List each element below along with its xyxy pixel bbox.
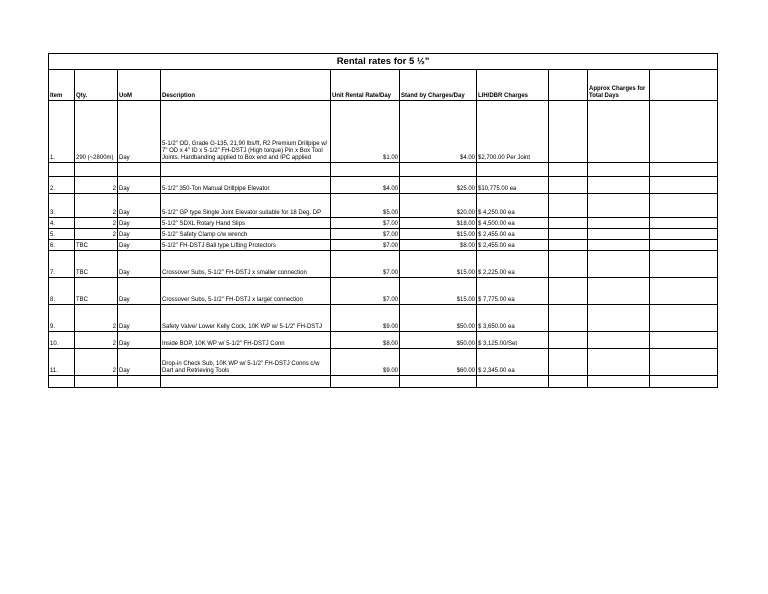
- cell-qty: 2: [75, 305, 118, 332]
- cell-unit-rental: $9.00: [331, 349, 400, 376]
- cell-blank: [650, 278, 718, 305]
- cell-uom: Day: [118, 332, 161, 349]
- cell-uom: Day: [118, 194, 161, 218]
- header-qty: Qty.: [75, 70, 118, 101]
- cell-qty: TBC: [75, 240, 118, 251]
- cell-lih-dbr: $ 2,455.00 ea: [477, 229, 549, 240]
- cell-lih-dbr: $10,775.00 ea: [477, 177, 549, 194]
- header-item: Item: [49, 70, 75, 101]
- cell-lih-dbr: $ 4,500.00 ea: [477, 218, 549, 229]
- cell-qty: TBC: [75, 251, 118, 278]
- cell-qty: 2: [75, 332, 118, 349]
- cell-blank: [549, 332, 588, 349]
- cell-item: 10.: [49, 332, 75, 349]
- cell-blank: [588, 240, 650, 251]
- cell-blank: [650, 218, 718, 229]
- table-row: [49, 376, 718, 388]
- cell-standby: $20.00: [400, 194, 477, 218]
- table-row: [49, 349, 718, 376]
- cell-unit-rental: $1.00: [331, 101, 400, 163]
- cell-standby: $4.00: [400, 101, 477, 163]
- cell-blank: [588, 251, 650, 278]
- cell-description: Safety Valve/ Lower Kelly Cock, 10K WP w/ 5-1/2" FH-DSTJ: [161, 305, 331, 332]
- table-row: [49, 332, 718, 349]
- cell-blank: [650, 305, 718, 332]
- cell-uom: Day: [118, 101, 161, 163]
- cell-item: 8.: [49, 278, 75, 305]
- table-row: [49, 305, 718, 332]
- cell-unit-rental: $7.00: [331, 229, 400, 240]
- cell-qty: [75, 376, 118, 388]
- cell-standby: $60.00: [400, 349, 477, 376]
- cell-description: Crossover Subs, 5-1/2" FH-DSTJ x smaller connection: [161, 251, 331, 278]
- cell-description: Crossover Subs, 5-1/2" FH-DSTJ x larger connection: [161, 278, 331, 305]
- cell-item: 1.: [49, 101, 75, 163]
- header-blank: [549, 70, 588, 101]
- cell-blank: [549, 218, 588, 229]
- cell-blank: [549, 194, 588, 218]
- cell-unit-rental: [331, 163, 400, 177]
- table-row: [49, 194, 718, 218]
- table-title: Rental rates for 5 ½": [49, 54, 718, 70]
- cell-blank: [588, 194, 650, 218]
- cell-blank: [588, 376, 650, 388]
- cell-standby: $8.00: [400, 240, 477, 251]
- cell-blank: [650, 229, 718, 240]
- cell-blank: [650, 332, 718, 349]
- cell-blank: [549, 349, 588, 376]
- cell-unit-rental: $4.00: [331, 177, 400, 194]
- cell-blank: [588, 177, 650, 194]
- cell-blank: [549, 163, 588, 177]
- cell-item: [49, 163, 75, 177]
- cell-blank: [549, 251, 588, 278]
- cell-standby: $18.00: [400, 218, 477, 229]
- cell-description: 5-1/2" 350-Ton Manual Drillpipe Elevator: [161, 177, 331, 194]
- cell-blank: [588, 349, 650, 376]
- cell-blank: [650, 376, 718, 388]
- cell-lih-dbr: $ 7,775.00 ea: [477, 278, 549, 305]
- table-row: [49, 278, 718, 305]
- cell-uom: [118, 376, 161, 388]
- cell-blank: [588, 332, 650, 349]
- cell-lih-dbr: [477, 163, 549, 177]
- cell-blank: [549, 305, 588, 332]
- cell-blank: [549, 177, 588, 194]
- cell-standby: $15.00: [400, 278, 477, 305]
- cell-uom: Day: [118, 240, 161, 251]
- table-row: [49, 229, 718, 240]
- cell-uom: Day: [118, 229, 161, 240]
- cell-lih-dbr: $ 4,250.00 ea: [477, 194, 549, 218]
- title-row: [49, 54, 718, 70]
- cell-unit-rental: $5.00: [331, 194, 400, 218]
- cell-item: 7.: [49, 251, 75, 278]
- cell-standby: $15.00: [400, 229, 477, 240]
- cell-standby: [400, 163, 477, 177]
- header-lih-dbr: LIH/DBR Charges: [477, 70, 549, 101]
- cell-standby: $50.00: [400, 332, 477, 349]
- header-approx: Approx Charges for Total Days: [588, 70, 650, 101]
- cell-description: 5-1/2" GP type Single Joint Elevator suitable for 18 Deg. DP: [161, 194, 331, 218]
- header-unit-rental: Unit Rental Rate/Day: [331, 70, 400, 101]
- cell-blank: [650, 177, 718, 194]
- cell-uom: [118, 163, 161, 177]
- cell-blank: [650, 349, 718, 376]
- cell-item: 2.: [49, 177, 75, 194]
- cell-blank: [588, 101, 650, 163]
- cell-qty: 2: [75, 177, 118, 194]
- cell-blank: [549, 101, 588, 163]
- cell-description: Drop-in Check Sub, 10K WP w/ 5-1/2" FH-DSTJ Conns c/w Dart and Retrieving Tools: [161, 349, 331, 376]
- cell-standby: $15.00: [400, 251, 477, 278]
- cell-unit-rental: [331, 376, 400, 388]
- cell-lih-dbr: $2,700.00 Per Joint: [477, 101, 549, 163]
- cell-item: 3.: [49, 194, 75, 218]
- table-row: [49, 251, 718, 278]
- cell-blank: [549, 376, 588, 388]
- cell-qty: 290 (~2800m): [75, 101, 118, 163]
- cell-unit-rental: $8.00: [331, 332, 400, 349]
- cell-standby: [400, 376, 477, 388]
- cell-blank: [588, 229, 650, 240]
- cell-uom: Day: [118, 349, 161, 376]
- cell-description: [161, 376, 331, 388]
- cell-qty: 2: [75, 218, 118, 229]
- cell-blank: [549, 278, 588, 305]
- cell-unit-rental: $7.00: [331, 218, 400, 229]
- cell-qty: 2: [75, 229, 118, 240]
- cell-lih-dbr: [477, 376, 549, 388]
- cell-qty: TBC: [75, 278, 118, 305]
- cell-lih-dbr: $ 3,650.00 ea: [477, 305, 549, 332]
- cell-lih-dbr: $ 2,345.00 ea: [477, 349, 549, 376]
- cell-uom: Day: [118, 177, 161, 194]
- header-blank-2: [650, 70, 718, 101]
- header-description: Description: [161, 70, 331, 101]
- table-row: [49, 163, 718, 177]
- cell-lih-dbr: $ 2,225.00 ea: [477, 251, 549, 278]
- table-row: [49, 101, 718, 163]
- cell-standby: $25.00: [400, 177, 477, 194]
- cell-blank: [549, 240, 588, 251]
- cell-item: 5.: [49, 229, 75, 240]
- cell-unit-rental: $9.00: [331, 305, 400, 332]
- cell-blank: [650, 251, 718, 278]
- cell-blank: [650, 163, 718, 177]
- rental-rates-table: [48, 53, 718, 388]
- cell-blank: [650, 194, 718, 218]
- cell-uom: Day: [118, 251, 161, 278]
- cell-item: 9.: [49, 305, 75, 332]
- table-row: [49, 177, 718, 194]
- cell-uom: Day: [118, 218, 161, 229]
- cell-qty: [75, 163, 118, 177]
- cell-description: Inside BOP, 10K WP w/ 5-1/2" FH-DSTJ Conn: [161, 332, 331, 349]
- header-uom: UoM: [118, 70, 161, 101]
- cell-description: 5-1/2" FH-DSTJ Ball type Lifting Protectors: [161, 240, 331, 251]
- cell-blank: [588, 218, 650, 229]
- cell-description: [161, 163, 331, 177]
- cell-qty: 2: [75, 194, 118, 218]
- cell-blank: [650, 240, 718, 251]
- cell-blank: [549, 229, 588, 240]
- cell-unit-rental: $7.00: [331, 240, 400, 251]
- cell-lih-dbr: $ 2,455.00 ea: [477, 240, 549, 251]
- cell-item: 4.: [49, 218, 75, 229]
- cell-uom: Day: [118, 305, 161, 332]
- cell-blank: [588, 278, 650, 305]
- cell-blank: [650, 101, 718, 163]
- cell-description: 5-1/2" Safety Clamp c/w wrench: [161, 229, 331, 240]
- cell-description: 5-1/2" SDXL Rotary Hand Slips: [161, 218, 331, 229]
- cell-lih-dbr: $ 3,125.00/Set: [477, 332, 549, 349]
- cell-unit-rental: $7.00: [331, 278, 400, 305]
- cell-item: [49, 376, 75, 388]
- table-row: [49, 218, 718, 229]
- cell-unit-rental: $7.00: [331, 251, 400, 278]
- cell-blank: [588, 305, 650, 332]
- cell-standby: $50.00: [400, 305, 477, 332]
- cell-description: 5-1/2" OD, Grade G-135, 21.90 lbs/ft, R2 Premium Drillpipe w/ 7" OD x 4" ID x 5-1/2" FH-DSTJ (High torque) Pin x Box Tool Joints. Hardbanding applied to Box end and IPC applied: [161, 101, 331, 163]
- cell-blank: [588, 163, 650, 177]
- cell-item: 6.: [49, 240, 75, 251]
- header-standby: Stand by Charges/Day: [400, 70, 477, 101]
- cell-item: 11.: [49, 349, 75, 376]
- header-row: [49, 70, 718, 101]
- table-row: [49, 240, 718, 251]
- cell-qty: 2: [75, 349, 118, 376]
- cell-uom: Day: [118, 278, 161, 305]
